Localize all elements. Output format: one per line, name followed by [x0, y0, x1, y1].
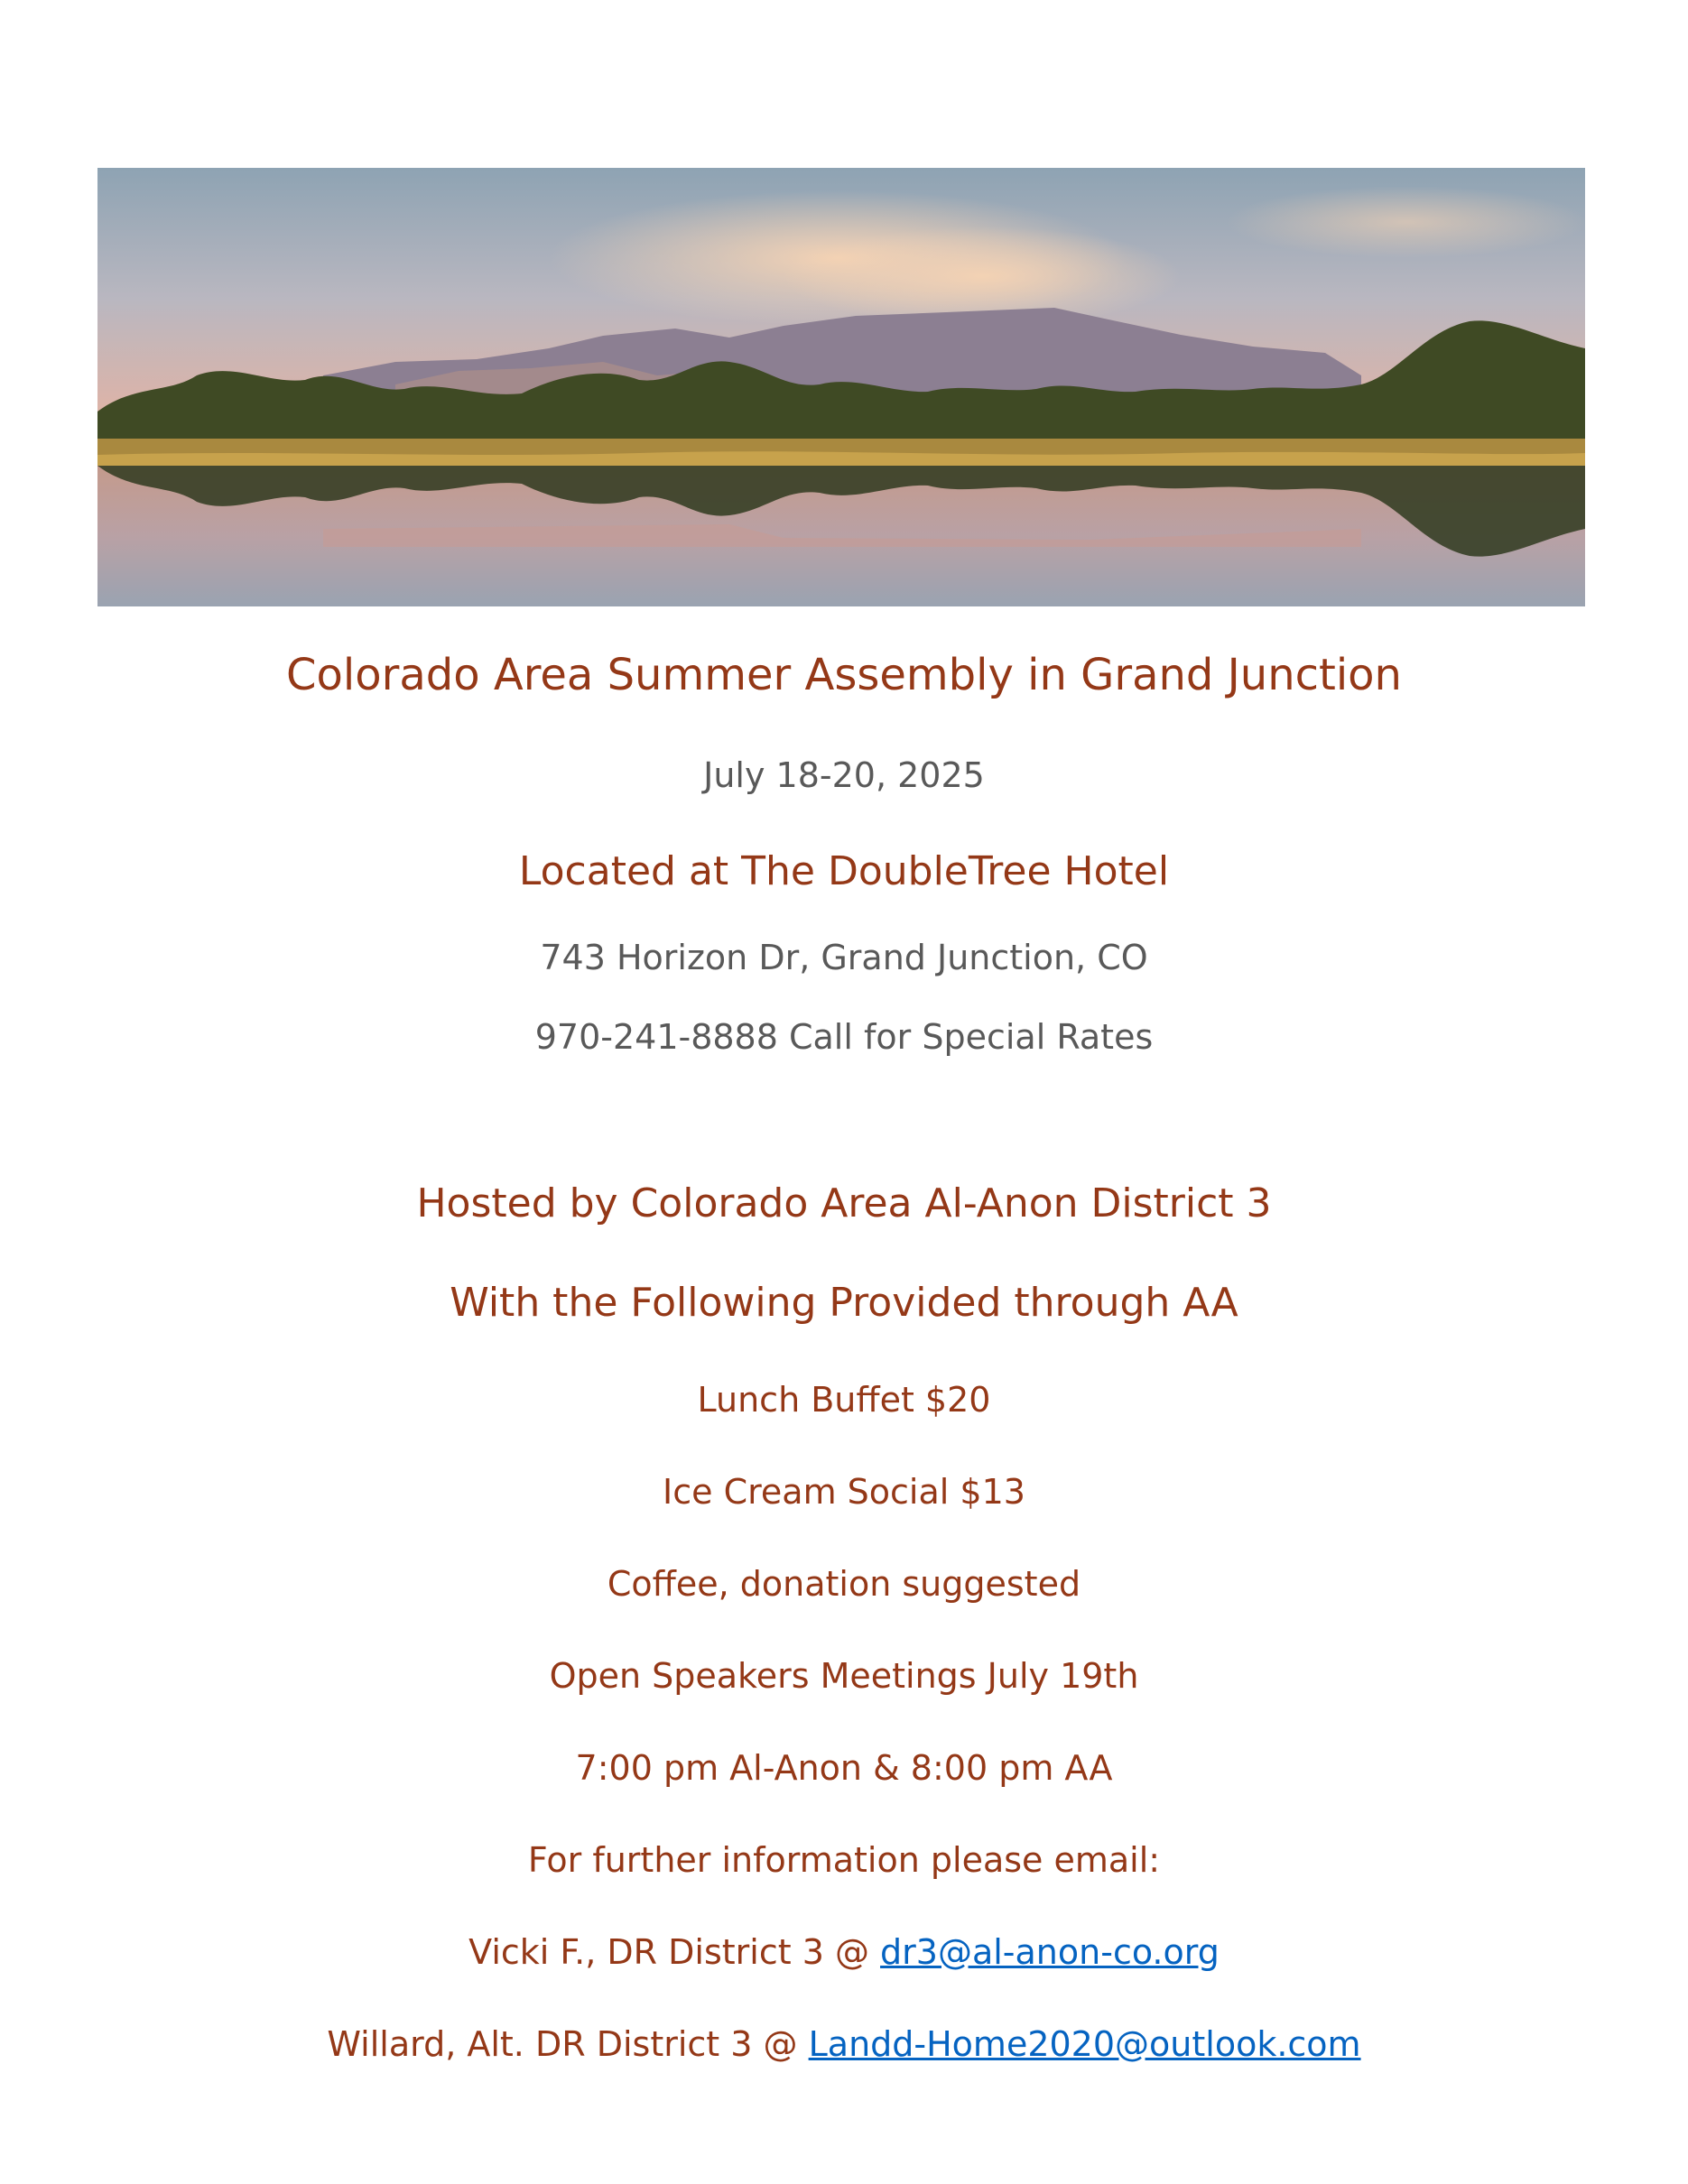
- meeting-times: 7:00 pm Al-Anon & 8:00 pm AA: [575, 1748, 1113, 1788]
- landscape-illustration: [97, 168, 1585, 606]
- venue-address: 743 Horizon Dr, Grand Junction, CO: [540, 938, 1148, 977]
- event-title: Colorado Area Summer Assembly in Grand Junction: [286, 650, 1402, 700]
- ice-cream-item: Ice Cream Social $13: [663, 1472, 1025, 1512]
- contact-2-name: Willard, Alt. DR District 3 @: [327, 2024, 809, 2064]
- contact-1-name: Vicki F., DR District 3 @: [468, 1932, 881, 1972]
- contact-line-1: [0, 1932, 1688, 1972]
- contact-line-2: [0, 2024, 1688, 2064]
- venue-phone: 970-241-8888 Call for Special Rates: [534, 1017, 1154, 1057]
- speakers-meeting: Open Speakers Meetings July 19th: [549, 1656, 1139, 1696]
- banner-photo: [97, 168, 1585, 606]
- host-heading: Hosted by Colorado Area Al-Anon District 3: [416, 1180, 1272, 1226]
- event-dates: July 18-20, 2025: [703, 755, 985, 795]
- provided-heading: With the Following Provided through AA: [450, 1280, 1238, 1326]
- lunch-item: Lunch Buffet $20: [697, 1380, 991, 1420]
- contact-intro: For further information please email:: [527, 1840, 1161, 1880]
- contact-1-email-link[interactable]: dr3@al-anon-co.org: [880, 1932, 1220, 1972]
- coffee-item: Coffee, donation suggested: [607, 1564, 1081, 1604]
- contact-2-email-link[interactable]: Landd-Home2020@outlook.com: [808, 2024, 1361, 2064]
- venue-heading: Located at The DoubleTree Hotel: [518, 848, 1170, 894]
